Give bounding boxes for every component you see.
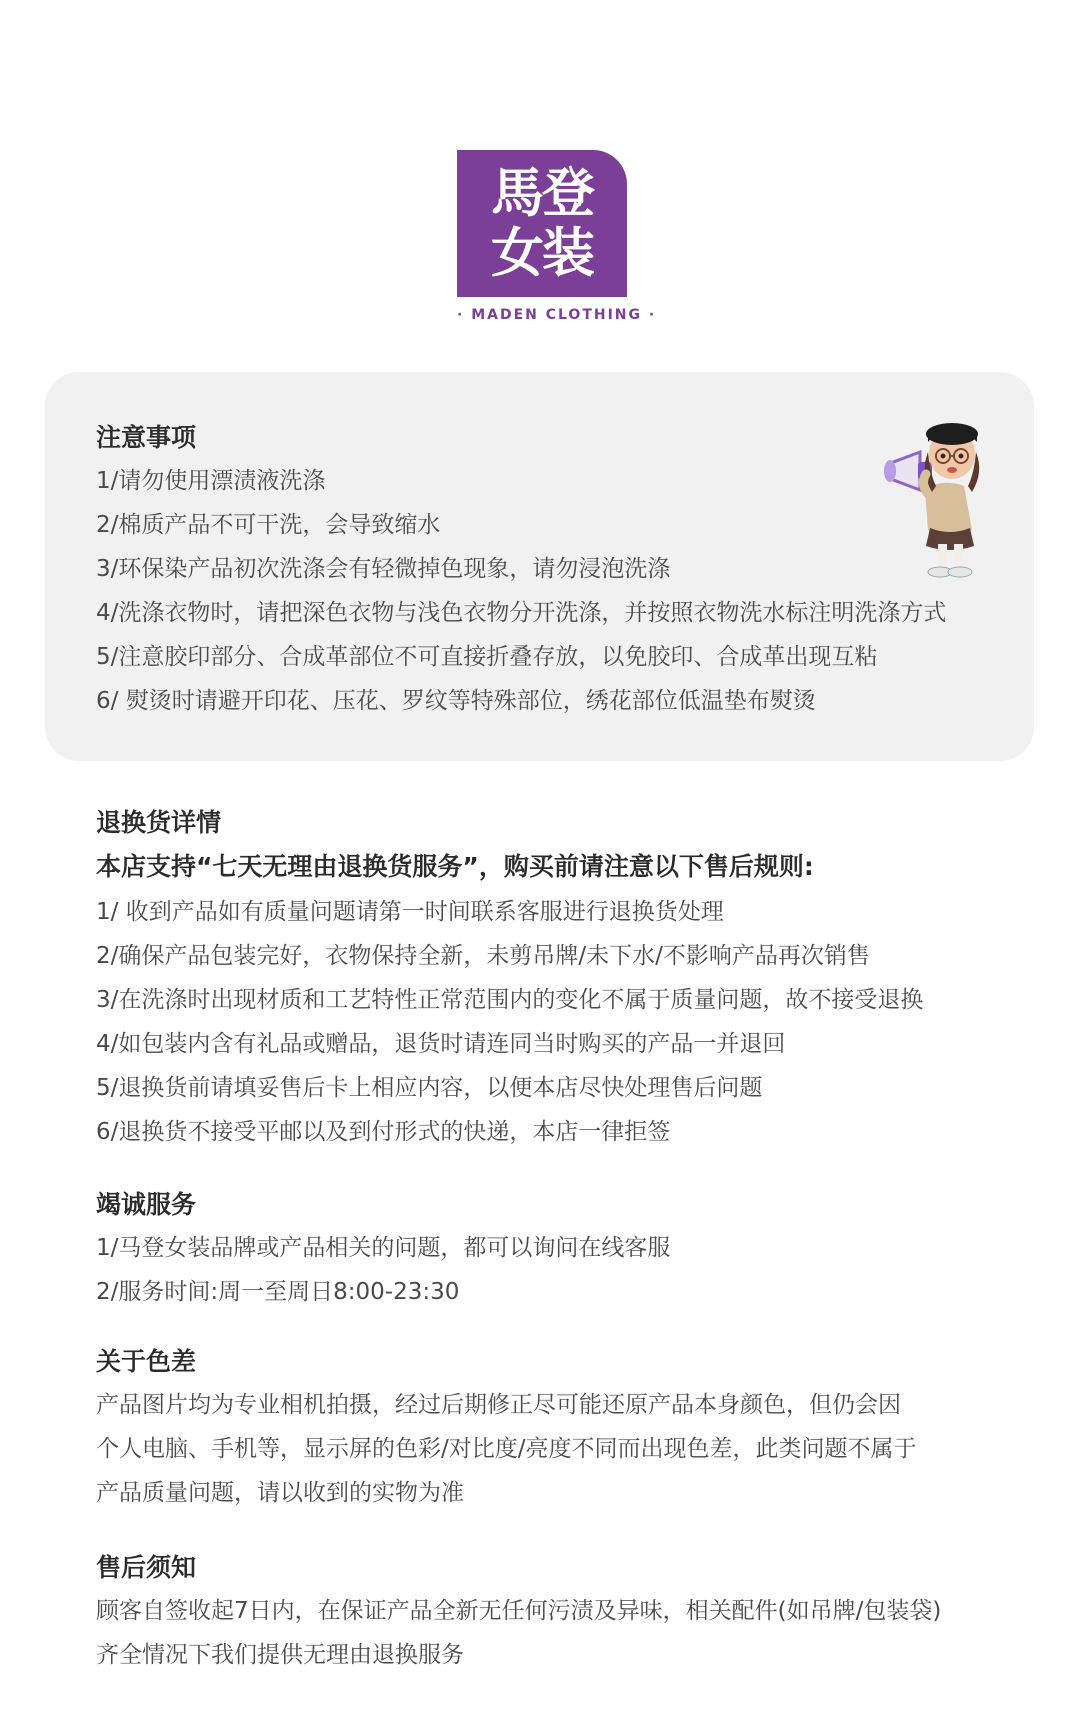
service-item: 2/服务时间:周一至周日8:00-23:30 <box>96 1279 460 1305</box>
after-sales-section <box>96 1547 941 1677</box>
after-sales-title: 售后须知 <box>96 1553 197 1582</box>
notice-item: 5/注意胶印部分、合成革部位不可直接折叠存放，以免胶印、合成革出现互粘 <box>96 644 878 670</box>
notice-item: 6/ 熨烫时请避开印花、压花、罗纹等特殊部位，绣花部位低温垫布熨烫 <box>96 688 816 714</box>
returns-item: 5/退换货前请填妥售后卡上相应内容，以便本店尽快处理售后问题 <box>96 1075 763 1101</box>
color-diff-line: 个人电脑、手机等，显示屏的色彩/对比度/亮度不同而出现色差，此类问题不属于 <box>96 1436 917 1462</box>
logo-subtitle: · MADEN CLOTHING · <box>457 307 657 323</box>
service-title: 竭诚服务 <box>96 1190 197 1219</box>
brand-logo <box>457 150 657 323</box>
returns-intro: 本店支持“七天无理由退换货服务”，购买前请注意以下售后规则: <box>96 852 814 881</box>
returns-item: 2/确保产品包装完好，衣物保持全新，未剪吊牌/未下水/不影响产品再次销售 <box>96 943 870 969</box>
returns-item: 1/ 收到产品如有质量问题请第一时间联系客服进行退换货处理 <box>96 899 724 925</box>
returns-item: 4/如包装内含有礼品或赠品，退货时请连同当时购买的产品一并退回 <box>96 1031 786 1057</box>
returns-title: 退换货详情 <box>96 808 222 837</box>
notice-item: 1/请勿使用漂渍液洗涤 <box>96 468 326 494</box>
returns-item: 3/在洗涤时出现材质和工艺特性正常范围内的变化不属于质量问题，故不接受退换 <box>96 987 924 1013</box>
color-diff-line: 产品图片均为专业相机拍摄，经过后期修正尽可能还原产品本身颜色，但仍会因 <box>96 1392 901 1418</box>
returns-item: 6/退换货不接受平邮以及到付形式的快递，本店一律拒签 <box>96 1119 671 1145</box>
logo-box <box>457 150 627 297</box>
after-sales-line: 顾客自签收起7日内，在保证产品全新无任何污渍及异味，相关配件(如吊牌/包装袋) <box>96 1598 942 1624</box>
notice-title: 注意事项 <box>96 423 197 452</box>
notice-item: 3/环保染产品初次洗涤会有轻微掉色现象，请勿浸泡洗涤 <box>96 556 671 582</box>
color-diff-title: 关于色差 <box>96 1347 197 1376</box>
service-section <box>96 1184 670 1314</box>
logo-text-line1: 馬登 <box>491 162 593 224</box>
notice-item: 2/棉质产品不可干洗，会导致缩水 <box>96 512 441 538</box>
color-diff-line: 产品质量问题，请以收到的实物为准 <box>96 1480 464 1506</box>
service-item: 1/马登女装品牌或产品相关的问题，都可以询问在线客服 <box>96 1235 671 1261</box>
after-sales-line: 齐全情况下我们提供无理由退换服务 <box>96 1642 464 1668</box>
logo-text-line2: 女装 <box>491 222 593 284</box>
returns-section <box>96 802 923 1154</box>
notice-section <box>96 417 946 723</box>
color-diff-section <box>96 1341 917 1515</box>
notice-item: 4/洗涤衣物时，请把深色衣物与浅色衣物分开洗涤，并按照衣物洗水标注明洗涤方式 <box>96 600 947 626</box>
